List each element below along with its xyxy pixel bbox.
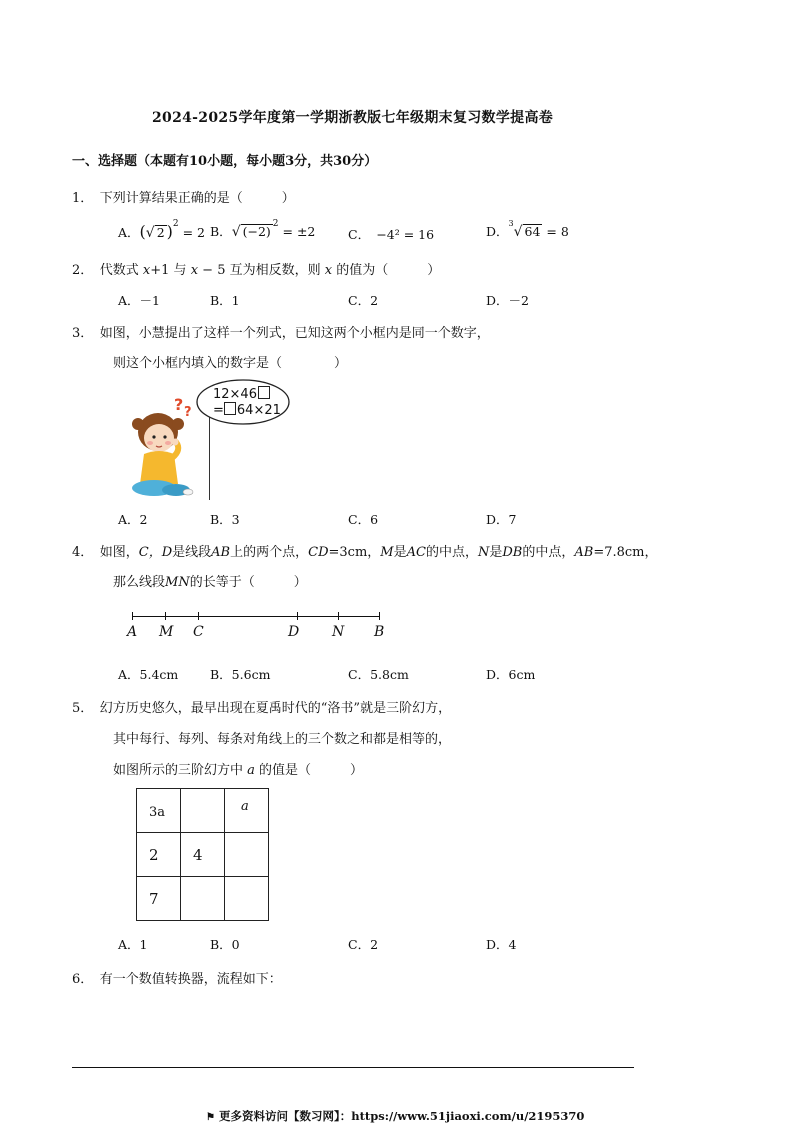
svg-text:?: ? [174,395,184,414]
blank-box [258,386,270,399]
tick-b [379,612,380,620]
question-5-option-b: B．0 [210,937,240,952]
tick-d [297,612,298,620]
question-1-option-d: D．$^3$√ 64 = 8 [486,219,569,240]
magic-cell: 4 [181,833,225,877]
magic-cell [181,789,225,833]
tick-n [338,612,339,620]
question-5-stem-line3: 如图所示的三阶幻方中 a 的值是（ ） [113,763,364,778]
question-2-stem: 2． 代数式 x+1 与 x − 5 互为相反数，则 x 的值为（ ） [72,263,441,278]
question-3-option-c: C．6 [348,512,379,527]
question-3-option-d: D．7 [486,512,517,527]
question-5-option-c: C．2 [348,937,379,952]
bubble-line-2: = 64×21 [213,403,281,418]
point-label-n: N [332,624,345,640]
svg-text:?: ? [184,405,192,420]
magic-cell: 2 [137,833,181,877]
tick-m [165,612,166,620]
footer-link[interactable]: https://www.51jiaoxi.com/u/2195370 [351,1109,585,1123]
question-2-option-a: A．－1 [118,293,160,308]
question-5-option-d: D．4 [486,937,517,952]
magic-square [136,788,269,921]
question-3-stem-line1: 3． 如图，小慧提出了这样一个列式，已知这两个小框内是同一个数字， [72,326,490,341]
section-heading: 一、选择题（本题有10小题，每小题3分，共30分） [72,154,378,169]
question-5-option-a: A．1 [118,937,148,952]
segment-line [132,616,380,617]
point-label-a: A [127,624,138,640]
question-4-option-d: D．6cm [486,667,536,682]
tick-c [198,612,199,620]
question-2-option-c: C．2 [348,293,379,308]
question-4-option-b: B．5.6cm [210,667,271,682]
question-4-option-a: A．5.4cm [118,667,179,682]
question-4-option-c: C．5.8cm [348,667,409,682]
magic-cell [225,877,269,921]
bubble-line-1: 12×46 [213,386,270,402]
footer-text: 更多资料访问【数习网】： [218,1109,352,1123]
document-title: 2024-2025学年度第一学期浙教版七年级期末复习数学提高卷 [152,110,554,126]
magic-cell: a [225,789,269,833]
point-label-b: B [374,624,385,640]
blank-box [224,402,236,415]
footer [206,1108,584,1124]
question-1-option-b: B．√ (−2) $^2$ = ±2 [210,219,316,240]
question-6-stem: 6． 有一个数值转换器，流程如下： [72,972,282,987]
magic-cell: 7 [137,877,181,921]
flag-icon: ⚑ [206,1112,215,1123]
question-3-option-b: B．3 [210,512,240,527]
magic-cell: 3a [137,789,181,833]
question-5-stem-line1: 5． 幻方历史悠久，最早出现在夏禹时代的“洛书”就是三阶幻方， [72,701,452,716]
question-4-stem-line1: 4． 如图，C，D是线段AB上的两个点，CD=3cm，M是AC的中点，N是DB的中点，AB=7.8cm， [72,545,658,560]
magic-cell [181,877,225,921]
question-2-option-b: B．1 [210,293,240,308]
page-bottom-rule [72,1067,634,1068]
tick-a [132,612,133,620]
question-1-option-c: C． −4² = 16 [348,227,435,242]
point-label-m: M [159,624,174,640]
magic-cell [225,833,269,877]
question-2-option-d: D．－2 [486,293,529,308]
point-label-d: D [288,624,300,640]
question-4-stem-line2: 那么线段MN的长等于（ ） [113,575,307,590]
question-1-option-a: A．(√ 2 )$^2$ = 2 [118,219,206,241]
point-label-c: C [193,624,204,640]
question-3-stem-line2: 则这个小框内填入的数字是（ ） [113,356,348,371]
question-3-option-a: A．2 [118,512,148,527]
question-1-stem: 1． 下列计算结果正确的是（ ） [72,191,295,206]
question-5-stem-line2: 其中每行、每列、每条对角线上的三个数之和都是相等的， [113,732,452,747]
